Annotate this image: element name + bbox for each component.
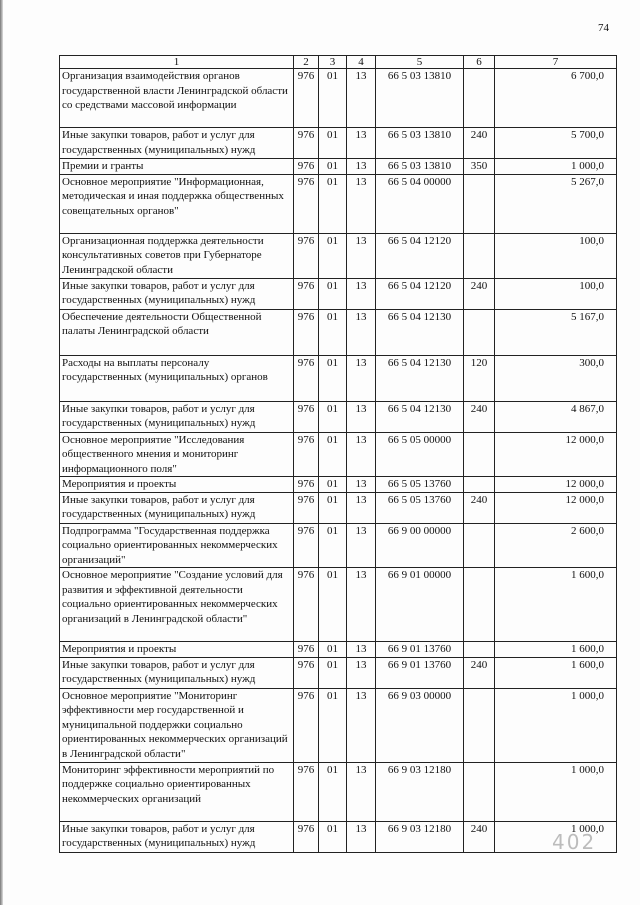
row-section-cell: 01: [319, 69, 347, 128]
table-row: [60, 278, 617, 309]
row-subsection-cell: 13: [347, 69, 376, 128]
row-subsection-cell: 13: [347, 657, 376, 688]
row-subsection-cell: 13: [347, 492, 376, 523]
header-cell-6: 6: [464, 56, 495, 69]
row-amount-cell: 6 700,0: [495, 69, 617, 128]
header-cell-1: 1: [60, 56, 294, 69]
row-expense-type-cell: [464, 69, 495, 128]
row-amount-cell: 5 700,0: [495, 128, 617, 159]
row-section-cell: 01: [319, 821, 347, 852]
row-amount-cell: 100,0: [495, 278, 617, 309]
row-section-cell: 01: [319, 568, 347, 642]
table-header-row: [60, 56, 617, 69]
row-amount-cell: 5 167,0: [495, 309, 617, 355]
row-section-cell: 01: [319, 174, 347, 233]
table-row: [60, 432, 617, 477]
row-subsection-cell: 13: [347, 432, 376, 477]
header-cell-5: 5: [376, 56, 464, 69]
row-admin-code-cell: 976: [294, 523, 319, 568]
row-section-cell: 01: [319, 432, 347, 477]
row-admin-code-cell: 976: [294, 642, 319, 658]
table-row: [60, 492, 617, 523]
row-subsection-cell: 13: [347, 159, 376, 175]
row-admin-code-cell: 976: [294, 355, 319, 401]
row-expense-type-cell: [464, 642, 495, 658]
row-amount-cell: 100,0: [495, 233, 617, 278]
row-admin-code-cell: 976: [294, 432, 319, 477]
row-expense-type-cell: [464, 568, 495, 642]
table-row: [60, 523, 617, 568]
row-name-cell: Основное мероприятие "Исследования общественного мнения и мониторинг информационного поля": [60, 432, 294, 477]
row-target-article-cell: 66 5 04 00000: [376, 174, 464, 233]
row-section-cell: 01: [319, 355, 347, 401]
row-target-article-cell: 66 5 04 12130: [376, 401, 464, 432]
table-row: [60, 355, 617, 401]
row-amount-cell: 1 600,0: [495, 568, 617, 642]
row-amount-cell: 2 600,0: [495, 523, 617, 568]
row-expense-type-cell: [464, 688, 495, 762]
row-amount-cell: 1 600,0: [495, 657, 617, 688]
header-cell-4: 4: [347, 56, 376, 69]
row-admin-code-cell: 976: [294, 762, 319, 821]
row-name-cell: Иные закупки товаров, работ и услуг для государственных (муниципальных) нужд: [60, 657, 294, 688]
row-name-cell: Обеспечение деятельности Общественной палаты Ленинградской области: [60, 309, 294, 355]
row-amount-cell: 1 000,0: [495, 762, 617, 821]
table-row: [60, 174, 617, 233]
row-expense-type-cell: 240: [464, 128, 495, 159]
row-subsection-cell: 13: [347, 278, 376, 309]
row-expense-type-cell: 240: [464, 401, 495, 432]
row-name-cell: Премии и гранты: [60, 159, 294, 175]
row-admin-code-cell: 976: [294, 821, 319, 852]
row-target-article-cell: 66 9 01 13760: [376, 657, 464, 688]
table-row: [60, 128, 617, 159]
row-subsection-cell: 13: [347, 821, 376, 852]
row-name-cell: Иные закупки товаров, работ и услуг для государственных (муниципальных) нужд: [60, 401, 294, 432]
row-target-article-cell: 66 9 03 12180: [376, 762, 464, 821]
table-row: [60, 309, 617, 355]
row-expense-type-cell: [464, 477, 495, 493]
table-row: [60, 69, 617, 128]
row-section-cell: 01: [319, 401, 347, 432]
row-admin-code-cell: 976: [294, 492, 319, 523]
row-subsection-cell: 13: [347, 688, 376, 762]
row-section-cell: 01: [319, 159, 347, 175]
header-cell-7: 7: [495, 56, 617, 69]
row-amount-cell: 1 000,0: [495, 688, 617, 762]
row-admin-code-cell: 976: [294, 278, 319, 309]
row-name-cell: Мероприятия и проекты: [60, 642, 294, 658]
row-target-article-cell: 66 5 03 13810: [376, 159, 464, 175]
row-section-cell: 01: [319, 642, 347, 658]
header-cell-3: 3: [319, 56, 347, 69]
table-row: [60, 688, 617, 762]
row-section-cell: 01: [319, 657, 347, 688]
row-section-cell: 01: [319, 477, 347, 493]
row-expense-type-cell: [464, 762, 495, 821]
row-admin-code-cell: 976: [294, 657, 319, 688]
row-name-cell: Иные закупки товаров, работ и услуг для государственных (муниципальных) нужд: [60, 128, 294, 159]
row-target-article-cell: 66 5 05 00000: [376, 432, 464, 477]
table-row: [60, 233, 617, 278]
row-subsection-cell: 13: [347, 233, 376, 278]
row-admin-code-cell: 976: [294, 309, 319, 355]
row-name-cell: Подпрограмма "Государственная поддержка социально ориентированных некоммерческих организаций": [60, 523, 294, 568]
row-name-cell: Мероприятия и проекты: [60, 477, 294, 493]
header-cell-2: 2: [294, 56, 319, 69]
row-name-cell: Организационная поддержка деятельности консультативных советов при Губернаторе Ленинградской области: [60, 233, 294, 278]
row-name-cell: Основное мероприятие "Информационная, методическая и иная поддержка общественных совещательных органов": [60, 174, 294, 233]
row-expense-type-cell: 240: [464, 278, 495, 309]
row-admin-code-cell: 976: [294, 477, 319, 493]
row-name-cell: Иные закупки товаров, работ и услуг для государственных (муниципальных) нужд: [60, 278, 294, 309]
row-target-article-cell: 66 9 01 00000: [376, 568, 464, 642]
row-target-article-cell: 66 5 05 13760: [376, 477, 464, 493]
row-section-cell: 01: [319, 523, 347, 568]
row-section-cell: 01: [319, 233, 347, 278]
row-target-article-cell: 66 9 01 13760: [376, 642, 464, 658]
row-target-article-cell: 66 5 05 13760: [376, 492, 464, 523]
row-section-cell: 01: [319, 688, 347, 762]
row-target-article-cell: 66 5 04 12120: [376, 233, 464, 278]
row-admin-code-cell: 976: [294, 128, 319, 159]
row-target-article-cell: 66 9 00 00000: [376, 523, 464, 568]
archive-stamp: 402: [552, 830, 597, 854]
row-amount-cell: 1 600,0: [495, 642, 617, 658]
row-section-cell: 01: [319, 128, 347, 159]
row-subsection-cell: 13: [347, 309, 376, 355]
row-subsection-cell: 13: [347, 128, 376, 159]
row-name-cell: Мониторинг эффективности мероприятий по поддержке социально ориентированных некоммерческих организаций: [60, 762, 294, 821]
row-amount-cell: 5 267,0: [495, 174, 617, 233]
row-admin-code-cell: 976: [294, 401, 319, 432]
row-name-cell: Организация взаимодействия органов государственной власти Ленинградской области со средствами массовой информации: [60, 69, 294, 128]
page-number: 74: [598, 22, 609, 34]
table-row: [60, 821, 617, 852]
row-target-article-cell: 66 9 03 00000: [376, 688, 464, 762]
table-row: [60, 401, 617, 432]
row-subsection-cell: 13: [347, 401, 376, 432]
row-expense-type-cell: 350: [464, 159, 495, 175]
row-expense-type-cell: 120: [464, 355, 495, 401]
row-admin-code-cell: 976: [294, 69, 319, 128]
row-expense-type-cell: [464, 233, 495, 278]
budget-table-body: [60, 56, 617, 853]
row-admin-code-cell: 976: [294, 688, 319, 762]
row-target-article-cell: 66 9 03 12180: [376, 821, 464, 852]
row-section-cell: 01: [319, 762, 347, 821]
row-target-article-cell: 66 5 03 13810: [376, 69, 464, 128]
table-row: [60, 477, 617, 493]
row-subsection-cell: 13: [347, 762, 376, 821]
row-subsection-cell: 13: [347, 477, 376, 493]
row-admin-code-cell: 976: [294, 233, 319, 278]
row-expense-type-cell: [464, 523, 495, 568]
row-name-cell: Иные закупки товаров, работ и услуг для государственных (муниципальных) нужд: [60, 492, 294, 523]
row-section-cell: 01: [319, 309, 347, 355]
row-amount-cell: 12 000,0: [495, 477, 617, 493]
row-admin-code-cell: 976: [294, 174, 319, 233]
row-subsection-cell: 13: [347, 355, 376, 401]
table-row: [60, 159, 617, 175]
row-admin-code-cell: 976: [294, 568, 319, 642]
row-name-cell: Расходы на выплаты персоналу государственных (муниципальных) органов: [60, 355, 294, 401]
row-amount-cell: 4 867,0: [495, 401, 617, 432]
row-expense-type-cell: [464, 309, 495, 355]
row-amount-cell: 12 000,0: [495, 492, 617, 523]
row-target-article-cell: 66 5 04 12120: [376, 278, 464, 309]
row-name-cell: Основное мероприятие "Мониторинг эффективности мер государственной и муниципальной поддержки социально ориентированных некоммерческих организаций в Ленинградской области": [60, 688, 294, 762]
table-row: [60, 642, 617, 658]
table-row: [60, 762, 617, 821]
row-expense-type-cell: 240: [464, 492, 495, 523]
row-expense-type-cell: [464, 174, 495, 233]
row-subsection-cell: 13: [347, 642, 376, 658]
row-target-article-cell: 66 5 03 13810: [376, 128, 464, 159]
table-row: [60, 568, 617, 642]
row-section-cell: 01: [319, 492, 347, 523]
row-subsection-cell: 13: [347, 174, 376, 233]
budget-table: [59, 55, 617, 853]
row-expense-type-cell: [464, 432, 495, 477]
row-expense-type-cell: 240: [464, 657, 495, 688]
row-amount-cell: 12 000,0: [495, 432, 617, 477]
table-row: [60, 657, 617, 688]
row-target-article-cell: 66 5 04 12130: [376, 309, 464, 355]
row-target-article-cell: 66 5 04 12130: [376, 355, 464, 401]
row-section-cell: 01: [319, 278, 347, 309]
row-amount-cell: 300,0: [495, 355, 617, 401]
row-amount-cell: 1 000,0: [495, 159, 617, 175]
row-expense-type-cell: 240: [464, 821, 495, 852]
row-name-cell: Основное мероприятие "Создание условий для развития и эффективной деятельности социально ориентированных некоммерческих организаций в Ленинградской области": [60, 568, 294, 642]
row-amount-cell: 1 000,0: [495, 821, 617, 852]
row-name-cell: Иные закупки товаров, работ и услуг для государственных (муниципальных) нужд: [60, 821, 294, 852]
scan-left-edge: [0, 0, 3, 905]
row-subsection-cell: 13: [347, 523, 376, 568]
row-subsection-cell: 13: [347, 568, 376, 642]
row-admin-code-cell: 976: [294, 159, 319, 175]
